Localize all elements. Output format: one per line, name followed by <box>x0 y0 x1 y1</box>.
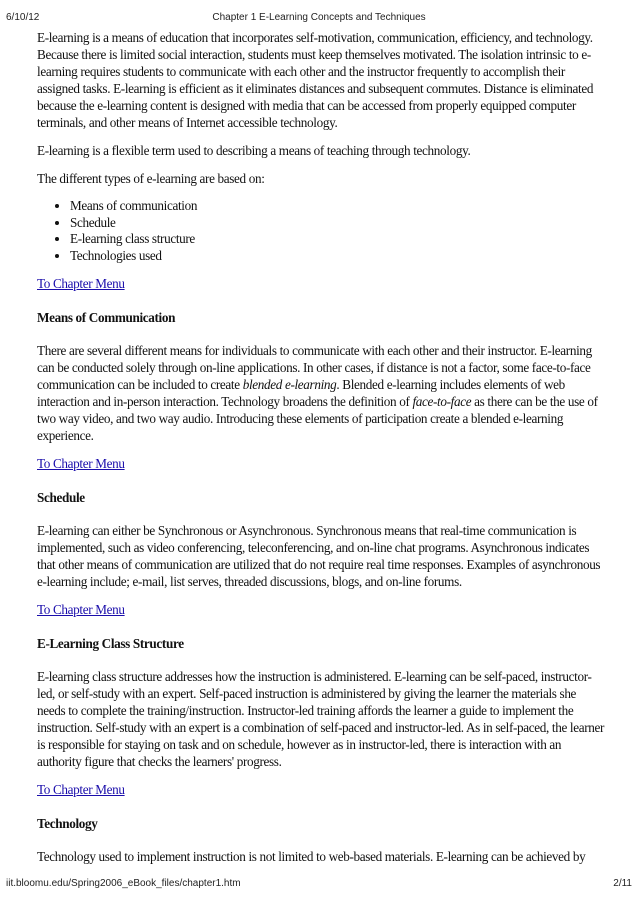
print-date: 6/10/12 <box>6 12 40 23</box>
print-url: iit.bloomu.edu/Spring2006_eBook_files/chapter1.htm <box>6 878 241 889</box>
class-structure-paragraph: E-learning class structure addresses how the instruction is administered. E-learning can be self-paced, instructor-led, or self-study with an expert. Self-paced instruction is administered by giving the learner the materials she needs to complete the training/instruction. Instructor-led training affords the learner a guide to implement the instruction. Self-study with an expert is a combination of self-paced and instructor-led. As in self-paced, the learner is responsible for staying on task and on schedule, however as in instructor-led, there is interaction with an authority figure that checks the learners' progress. <box>37 669 605 769</box>
section-heading-technology: Technology <box>37 816 98 831</box>
technology-paragraph: Technology used to implement instruction is not limited to web-based materials. E-learning can be achieved by <box>37 849 586 864</box>
types-intro-paragraph: The different types of e-learning are based on: <box>37 171 265 186</box>
communication-text-2: . Blended e-learning includes elements of web interaction and in-person interaction. Technology broadens the definition of <box>37 377 565 409</box>
chapter-menu-link[interactable]: To Chapter Menu <box>37 602 125 617</box>
communication-paragraph <box>37 342 605 444</box>
print-header <box>6 12 632 26</box>
section-heading-class-structure: E-Learning Class Structure <box>37 636 184 651</box>
chapter-menu-link[interactable]: To Chapter Menu <box>37 782 125 797</box>
list-item: • Means of communication <box>70 198 605 215</box>
document-body <box>37 29 605 876</box>
blended-elearning-term: blended e-learning <box>242 377 337 392</box>
communication-text-3: as there can be the use of two way video, and two way audio. Introducing these elements of participation create a blended e-learning experience. <box>37 394 598 443</box>
chapter-menu-link[interactable]: To Chapter Menu <box>37 456 125 471</box>
page-number: 2/11 <box>613 878 632 889</box>
face-to-face-term: face-to-face <box>412 394 472 409</box>
list-item: • Schedule <box>70 215 605 232</box>
intro-paragraph: E-learning is a means of education that incorporates self-motivation, communication, efficiency, and technology. Because there is limited social interaction, students must keep themselves motivated. The isolation intrinsic to e-learning requires students to communicate with each other and the instructor frequently to accomplish their assigned tasks. E-learning is efficient as it eliminates distances and subsequent commutes. Distance is eliminated because the e-learning content is designed with media that can be accessed from properly equipped computer terminals, and other means of Internet accessible technology. <box>37 30 594 130</box>
flexible-term-paragraph: E-learning is a flexible term used to describing a means of teaching through technology. <box>37 143 471 158</box>
schedule-paragraph: E-learning can either be Synchronous or Asynchronous. Synchronous means that real-time communication is implemented, such as video conferencing, teleconferencing, and on-line chat programs. Asynchronous indicates that other means of communication are utilized that do not require real time responses. Examples of asynchronous e-learning include; e-mail, list serves, threaded discussions, blogs, and on-line forums. <box>37 523 601 589</box>
types-list <box>37 198 605 264</box>
communication-text-1: There are several different means for individuals to communicate with each other and their instructor. E-learning can be conducted solely through on-line applications. In other cases, if distance is not a factor, some face-to-face communication can be included to create <box>37 343 592 392</box>
list-item: • Technologies used <box>70 248 605 265</box>
section-heading-schedule: Schedule <box>37 490 85 505</box>
chapter-menu-link[interactable]: To Chapter Menu <box>37 276 125 291</box>
print-footer <box>6 878 632 892</box>
list-item: • E-learning class structure <box>70 231 605 248</box>
print-page-title: Chapter 1 E-Learning Concepts and Techniques <box>212 12 426 23</box>
section-heading-communication: Means of Communication <box>37 310 176 325</box>
